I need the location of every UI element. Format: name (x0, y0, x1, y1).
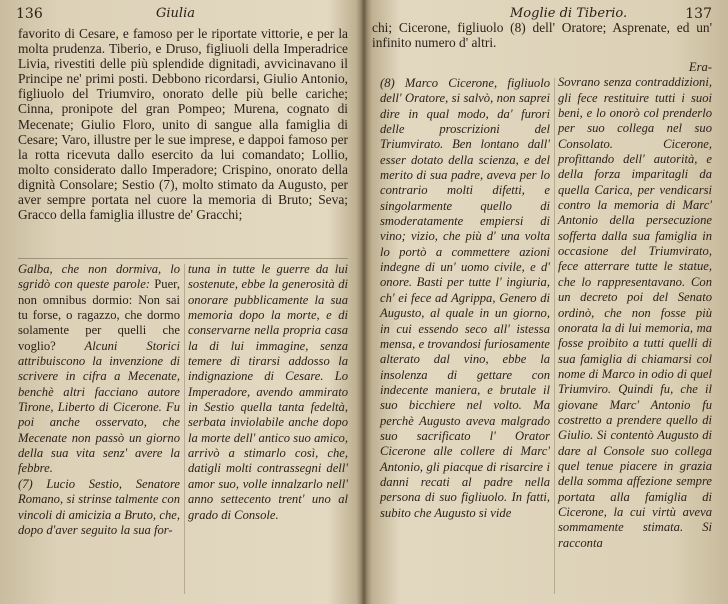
footnote-column-divider (184, 264, 185, 594)
right-footnote-column-2 (558, 60, 712, 551)
right-main-text: chi; Cicerone, figliuolo (8) dell' Oratore; Asprenate, ed un' infinito numero d' altri. (372, 20, 712, 51)
right-page (366, 0, 728, 604)
left-running-head (16, 6, 352, 26)
left-main-text: favorito di Cesare, e famoso per le riportate vittorie, e per la molta prudenza. Tiberio, e Druso, figliuoli della Imperadrice Livia, rivestiti delle più splendide dignitadi, avvicinavano il Principe ne' primi posti. Debbono ricordarsi, Giulio Antonio, figliuolo del Triumviro, onorato delle più belle cariche; Cinna, pronipote del gran Pompeo; Murena, cognato di Mecenate; Giulio Floro, unito di sangue alla famiglia di Cesare; Varo, illustre per le sue imprese, e dappoi famoso per la rotta ricevuta dallo esercito da lui comandato; Lollio, molto considerato dallo Imperadore; Crispino, onorato della dignità Consolare; Sestio (7), molto stimato da Augusto, per aver sempre portata nel cuore la memoria di Bruto; Seva; Gracco della famiglia illustre de' Gracchi; (18, 26, 348, 223)
catchword: Era- (688, 60, 712, 74)
left-running-title: Giulia (156, 6, 195, 21)
right-footnote-column-1: (8) Marco Cicerone, figliuolo dell' Oratore, si salvò, non saprei dire in qual modo, da' furori delle proscrizioni del Triumvirato. Ben lontano dall' esser dotato della scienza, e del merito di sua padre, aveva per lo contrario molti difetti, e singolarmente quello di smoderatamente empiersi di vino; vizio, che più d' una volta lo portò a commettere azioni indegne di un' uomo civile, e d' onore. Basti per tutte l' ingiuria, ch' ei fece ad Agrippa, Genero di Augusto, al quale in un giorno, in cui essendo seco all' istessa mensa, e trovandosi furiosamente alterato dal vino, ebbe la insolenza di gettare con indecente maniera, e brutale il suo bicchiere nel volto. Ma perchè Augusto aveva malgrado suo sacrificato l' Orator Cicerone alle collere di Marc' Antonio, gli piacque di risarcire i danni recati al padre nella persona di suo figliuolo. In fatti, subito che Augusto si vide (380, 76, 550, 520)
right-page-number: 137 (685, 6, 712, 22)
left-page-number: 136 (16, 6, 43, 22)
footnote-column-divider (554, 78, 555, 594)
left-footnote-column-2: tuna in tutte le guerre da lui sostenute, ebbe la generosità di onorare pubblicamente la sua memoria dopo la morte, e di conservarne nella propria casa la di lui immagine, senza temere di tirarsi addosso la indignazione di Cesare. Lo Imperadore, avendo ammirato in Sestio quella tanta fedeltà, serbata inviolabile anche dopo la morte dell' antico suo amico, arrivò a stimarlo così, che, datigli molti contrassegni dell' amor suo, volle innalzarlo nell' anno settecento trent' uno al grado di Console. (188, 262, 348, 522)
left-footnote-column-1 (18, 262, 180, 538)
footnote-latin-quote: Puer, non omnibus dormio: Non sai tu forse, o ragazzo, che dormo solamente per quelli che voglio? (18, 277, 180, 353)
left-page (0, 0, 362, 604)
footnote-7: (7) Lucio Sestio, Senatore Romano, si strinse talmente con vincoli di amicizia a Bruto, che, dopo d'aver seguito la sua for- (18, 476, 180, 537)
footnote-rule (18, 258, 348, 259)
footnote-lead: Galba, che non dormiva, lo sgridò con queste parole: (18, 262, 180, 292)
right-running-title: Moglie di Tiberio. (510, 6, 628, 21)
footnote-text: Alcuni Storici attribuiscono la invenzione di scrivere in cifra a Mecenate, benchè altri facciano autore Tirone, Liberto di Cicerone. Fu poi anche osservato, che Mecenate non passò un giorno della sua vita senz' avere la febbre. (18, 338, 180, 476)
footnote-continued: Sovrano senza contraddizioni, gli fece restituire tutti i suoi beni, e lo onorò col prenderlo per suo collega nel suo Consolato. Cicerone, profittando dell' autorità, e della forza imparitagli da quella Carica, per vendicarsi contro la memoria di Marc' Antonio della persecuzione sofferta dalla sua famiglia in occasione del Triumvirato, fece atterrare tutte le statue, che lo rappresentavano. Con un decreto poi del Senato ordinò, che non fosse più onorata la di lui memoria, ma fosse proibito a tutti quelli di sua famiglia di chiamarsi col nome di Marco in odio di quel Triumviro. Quindi fu, che il giovane Marc' Antonio fu costretto a prendere quello di Giulio. Si contentò Augusto di dare al Console suo collega quel tenue piacere in grazia della somma affezione sempre portata alla famiglia di Cicerone, la cui virtù aveva sommamente stimata. Si racconta (558, 75, 712, 550)
